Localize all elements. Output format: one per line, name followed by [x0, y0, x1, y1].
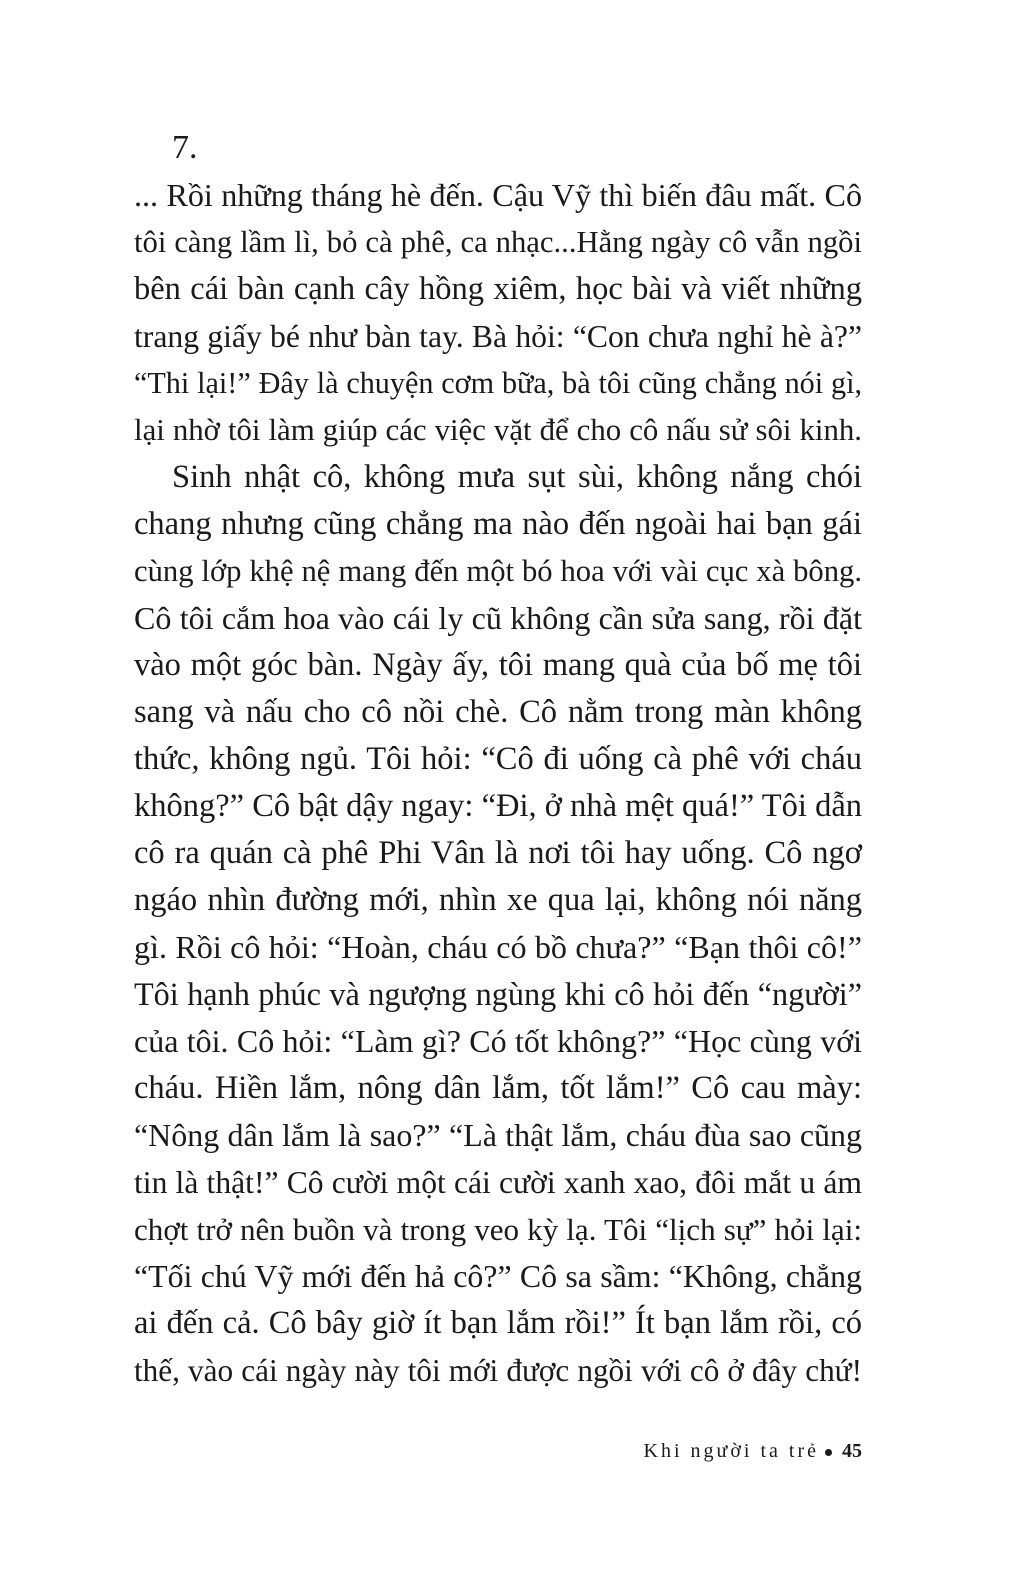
text-line: ngáo nhìn đường mới, nhìn xe qua lại, không nói năng — [134, 882, 862, 918]
text-line: “Nông dân lắm là sao?” “Là thật lắm, cháu đùa sao cũng — [134, 1118, 862, 1153]
text-line: tin là thật!” Cô cười một cái cười xanh xao, đôi mắt u ám — [134, 1165, 862, 1200]
text-line: cô ra quán cà phê Phi Vân là nơi tôi hay uống. Cô ngơ — [134, 835, 862, 871]
text-line: lại nhờ tôi làm giúp các việc vặt để cho cô nấu sử sôi kinh. — [134, 413, 862, 447]
text-line: cùng lớp khệ nệ mang đến một bó hoa với vài cục xà bông. — [134, 554, 862, 588]
section-number: 7. — [172, 129, 198, 166]
text-line: Tôi hạnh phúc và ngượng ngùng khi cô hỏi đến “người” — [134, 976, 862, 1012]
text-line: tôi càng lầm lì, bỏ cà phê, ca nhạc...Hằng ngày cô vẫn ngồi — [134, 225, 862, 259]
text-line: Sinh nhật cô, không mưa sụt sùi, không nắng chói — [172, 459, 862, 495]
text-line: trang giấy bé như bàn tay. Bà hỏi: “Con chưa nghỉ hè à?” — [134, 319, 862, 354]
text-line: bên cái bàn cạnh cây hồng xiêm, học bài và viết những — [134, 271, 862, 307]
text-line: sang và nấu cho cô nồi chè. Cô nằm trong màn không — [134, 694, 862, 730]
text-line: chang nhưng cũng chẳng ma nào đến ngoài hai bạn gái — [134, 506, 862, 542]
paragraph-2 — [134, 454, 862, 1394]
text-line: của tôi. Cô hỏi: “Làm gì? Có tốt không?” “Học cùng với — [134, 1023, 862, 1059]
text-line: không?” Cô bật dậy ngay: “Đi, ở nhà mệt quá!” Tôi dẫn — [134, 788, 862, 824]
running-footer — [644, 1438, 863, 1464]
bullet-separator-icon — [825, 1449, 832, 1456]
text-line: “Thi lại!” Đây là chuyện cơm bữa, bà tôi cũng chẳng nói gì, — [134, 366, 862, 400]
text-line: vào một góc bàn. Ngày ấy, tôi mang quà của bố mẹ tôi — [134, 647, 862, 683]
body-text — [134, 172, 862, 1394]
page-number: 45 — [842, 1440, 862, 1462]
text-line: thức, không ngủ. Tôi hỏi: “Cô đi uống cà phê với cháu — [134, 741, 862, 777]
text-line: cháu. Hiền lắm, nông dân lắm, tốt lắm!” Cô cau mày: — [134, 1070, 862, 1106]
text-line: gì. Rồi cô hỏi: “Hoàn, cháu có bồ chưa?” “Bạn thôi cô!” — [134, 929, 862, 965]
book-title: Khi người ta trẻ — [643, 1440, 819, 1462]
text-line: ... Rồi những tháng hè đến. Cậu Vỹ thì biến đâu mất. Cô — [134, 177, 862, 213]
text-line: chợt trở nên buồn và trong veo kỳ lạ. Tôi “lịch sự” hỏi lại: — [134, 1212, 862, 1247]
text-line: ai đến cả. Cô bây giờ ít bạn lắm rồi!” Ít bạn lắm rồi, có — [134, 1305, 862, 1341]
text-line: “Tối chú Vỹ mới đến hả cô?” Cô sa sầm: “Không, chẳng — [134, 1259, 862, 1294]
text-line: Cô tôi cắm hoa vào cái ly cũ không cần sửa sang, rồi đặt — [134, 600, 862, 636]
text-line: thế, vào cái ngày này tôi mới được ngồi với cô ở đây chứ! — [134, 1353, 862, 1388]
paragraph-1 — [134, 172, 862, 454]
